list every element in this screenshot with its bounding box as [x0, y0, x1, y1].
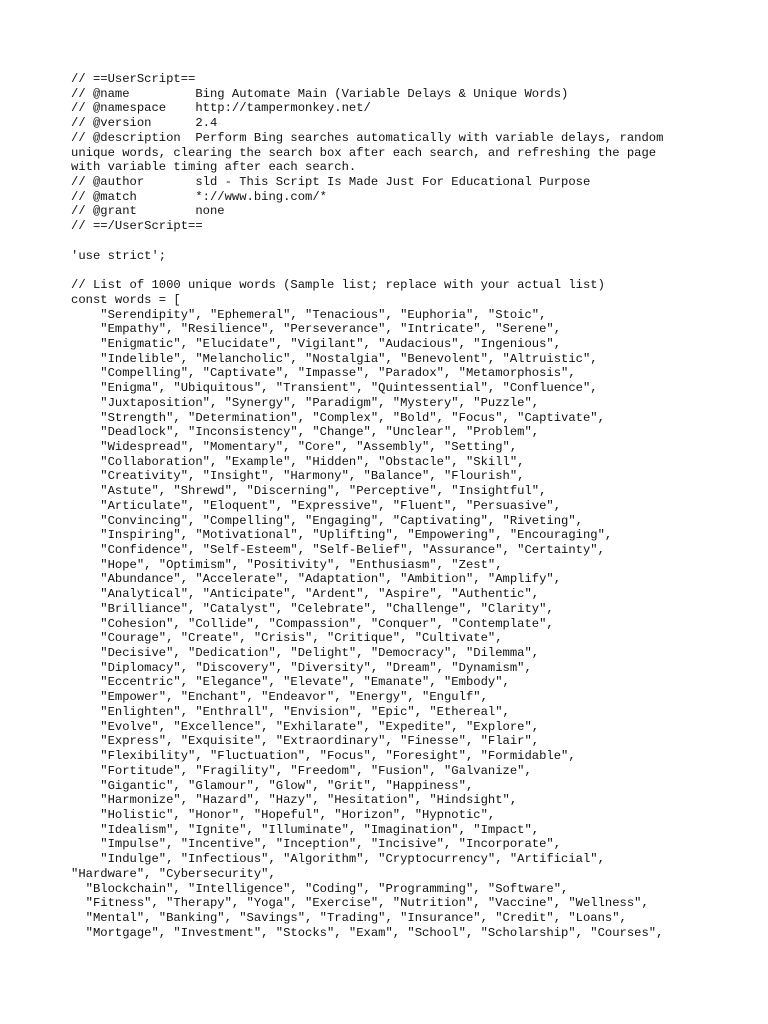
code-line: "Enigma", "Ubiquitous", "Transient", "Quintessential", "Confluence",	[71, 381, 598, 396]
code-line: "Empower", "Enchant", "Endeavor", "Energy", "Engulf",	[71, 690, 488, 705]
code-line: "Eccentric", "Elegance", "Elevate", "Emanate", "Embody",	[71, 675, 510, 690]
code-line: "Blockchain", "Intelligence", "Coding", "Programming", "Software",	[71, 881, 569, 896]
code-line: "Articulate", "Eloquent", "Expressive", "Fluent", "Persuasive",	[71, 498, 562, 513]
code-line: "Hope", "Optimism", "Positivity", "Enthusiasm", "Zest",	[71, 557, 503, 572]
document-page	[71, 72, 711, 970]
code-line: "Courage", "Create", "Crisis", "Critique", "Cultivate",	[71, 631, 503, 646]
code-line: "Empathy", "Resilience", "Perseverance", "Intricate", "Serene",	[71, 322, 562, 337]
code-line: 'use strict';	[71, 248, 167, 263]
code-line: // ==UserScript==	[71, 72, 196, 86]
code-line: "Idealism", "Ignite", "Illuminate", "Imagination", "Impact",	[71, 822, 540, 837]
code-line	[71, 955, 711, 970]
code-line: "Abundance", "Accelerate", "Adaptation", "Ambition", "Amplify",	[71, 572, 562, 587]
code-line: "Strength", "Determination", "Complex", "Bold", "Focus", "Captivate",	[71, 410, 605, 425]
code-line: // List of 1000 unique words (Sample list; replace with your actual list)	[71, 278, 605, 293]
code-line: "Indulge", "Infectious", "Algorithm", "Cryptocurrency", "Artificial",	[71, 852, 605, 867]
code-line: // ==/UserScript==	[71, 219, 203, 234]
code-line: with variable timing after each search.	[71, 160, 357, 175]
code-line: "Mortgage", "Investment", "Stocks", "Exam", "School", "Scholarship", "Courses",	[71, 925, 664, 940]
code-line: "Compelling", "Captivate", "Impasse", "Paradox", "Metamorphosis",	[71, 366, 576, 381]
code-line: // @author sld - This Script Is Made Just For Educational Purpose	[71, 175, 591, 190]
code-line: "Holistic", "Honor", "Hopeful", "Horizon", "Hypnotic",	[71, 807, 496, 822]
code-line: // @match *://www.bing.com/*	[71, 189, 327, 204]
code-line: "Astute", "Shrewd", "Discerning", "Perceptive", "Insightful",	[71, 484, 547, 499]
code-line: unique words, clearing the search box after each search, and refreshing the page	[71, 145, 657, 160]
code-line: "Fitness", "Therapy", "Yoga", "Exercise", "Nutrition", "Vaccine", "Wellness",	[71, 896, 649, 911]
code-line: "Mental", "Banking", "Savings", "Trading", "Insurance", "Credit", "Loans",	[71, 910, 627, 925]
code-line: "Serendipity", "Ephemeral", "Tenacious", "Euphoria", "Stoic",	[71, 307, 547, 322]
code-line: "Diplomacy", "Discovery", "Diversity", "Dream", "Dynamism",	[71, 660, 532, 675]
code-line: "Harmonize", "Hazard", "Hazy", "Hesitation", "Hindsight",	[71, 793, 518, 808]
code-line: "Enigmatic", "Elucidate", "Vigilant", "Audacious", "Ingenious",	[71, 336, 562, 351]
code-line: "Convincing", "Compelling", "Engaging", "Captivating", "Riveting",	[71, 513, 583, 528]
code-line	[71, 263, 711, 278]
code-line: "Gigantic", "Glamour", "Glow", "Grit", "Happiness",	[71, 778, 474, 793]
code-line: "Enlighten", "Enthrall", "Envision", "Epic", "Ethereal",	[71, 704, 510, 719]
code-line: "Hardware", "Cybersecurity",	[71, 866, 276, 881]
code-line: "Juxtaposition", "Synergy", "Paradigm", "Mystery", "Puzzle",	[71, 395, 540, 410]
code-line: "Fortitude", "Fragility", "Freedom", "Fusion", "Galvanize",	[71, 763, 532, 778]
code-line: "Evolve", "Excellence", "Exhilarate", "Expedite", "Explore",	[71, 719, 540, 734]
code-line: "Confidence", "Self-Esteem", "Self-Belief", "Assurance", "Certainty",	[71, 543, 605, 557]
code-line: "Decisive", "Dedication", "Delight", "Democracy", "Dilemma",	[71, 646, 540, 661]
code-line: "Express", "Exquisite", "Extraordinary", "Finesse", "Flair",	[71, 734, 540, 749]
code-line: "Inspiring", "Motivational", "Uplifting", "Empowering", "Encouraging",	[71, 528, 613, 543]
code-line: "Flexibility", "Fluctuation", "Focus", "Foresight", "Formidable",	[71, 749, 576, 764]
code-line: "Cohesion", "Collide", "Compassion", "Conquer", "Contemplate",	[71, 616, 554, 631]
code-line: "Widespread", "Momentary", "Core", "Assembly", "Setting",	[71, 439, 518, 454]
code-line: "Indelible", "Melancholic", "Nostalgia", "Benevolent", "Altruistic",	[71, 351, 598, 366]
code-line: // @grant none	[71, 204, 225, 219]
code-line: "Analytical", "Anticipate", "Ardent", "Aspire", "Authentic",	[71, 587, 540, 602]
code-line: // @name Bing Automate Main (Variable Delays & Unique Words)	[71, 86, 569, 101]
code-line	[71, 940, 711, 955]
code-line	[71, 234, 711, 249]
code-line: "Deadlock", "Inconsistency", "Change", "Unclear", "Problem",	[71, 425, 540, 440]
code-line: // @version 2.4	[71, 116, 218, 131]
code-line: "Collaboration", "Example", "Hidden", "Obstacle", "Skill",	[71, 454, 525, 469]
code-line: // @namespace http://tampermonkey.net/	[71, 101, 371, 116]
code-line: const words = [	[71, 292, 181, 307]
code-line: "Creativity", "Insight", "Harmony", "Balance", "Flourish",	[71, 469, 525, 484]
code-line: // @description Perform Bing searches automatically with variable delays, random	[71, 130, 664, 145]
code-line: "Brilliance", "Catalyst", "Celebrate", "Challenge", "Clarity",	[71, 601, 554, 616]
code-line: "Impulse", "Incentive", "Inception", "Incisive", "Incorporate",	[71, 837, 562, 852]
